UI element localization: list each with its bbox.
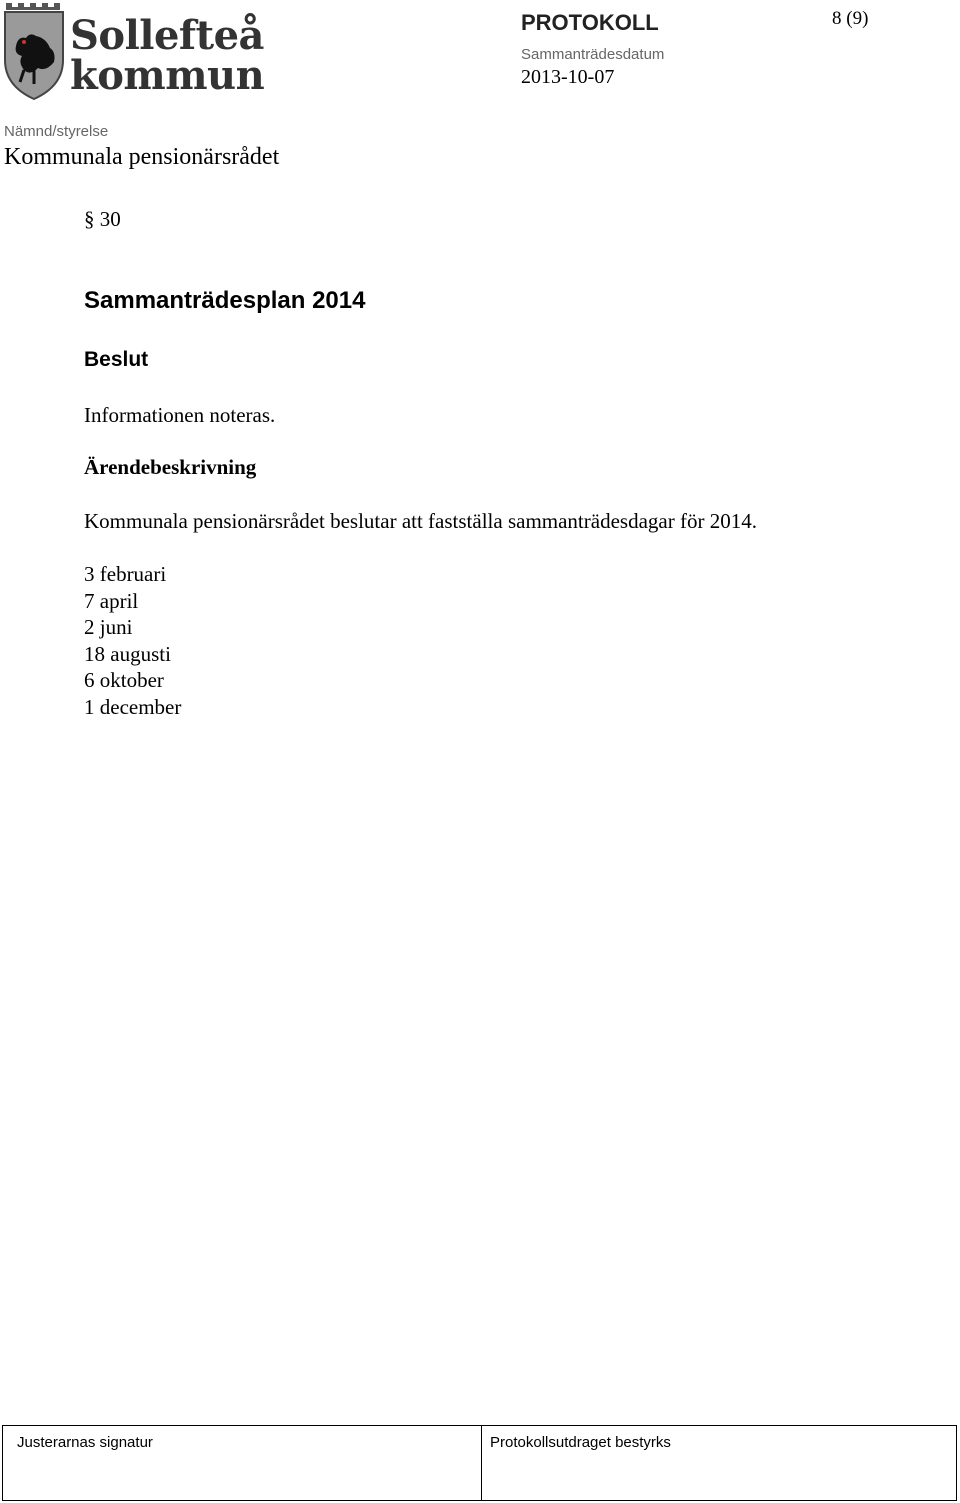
list-item: 18 augusti: [84, 641, 171, 666]
municipality-logo: [2, 2, 265, 102]
list-item: 2 juni: [84, 615, 133, 640]
logo-name-line2: kommun: [70, 52, 265, 99]
list-item: 3 februari: [84, 562, 167, 586]
list-item: 6 oktober: [84, 668, 164, 693]
meeting-date-label: Sammanträdesdatum: [521, 46, 665, 63]
footer-divider: [481, 1426, 482, 1500]
certify-label: Protokollsutdraget bestyrks: [490, 1434, 671, 1451]
meeting-date: 2013-10-07: [521, 66, 615, 88]
page-number: 8 (9): [832, 8, 869, 29]
description-heading: Ärendebeskrivning: [84, 455, 257, 479]
committee-name: Kommunala pensionärsrådet: [4, 144, 280, 170]
list-item: 1 december: [84, 694, 182, 719]
paragraph-number: § 30: [84, 207, 121, 231]
signature-label: Justerarnas signatur: [17, 1434, 153, 1451]
decision-heading: Beslut: [84, 348, 149, 371]
decision-text: Informationen noteras.: [84, 403, 276, 427]
description-text: Kommunala pensionärsrådet beslutar att fastställa sammanträdesdagar för 2014.: [84, 509, 757, 533]
signature-box: [2, 1425, 957, 1501]
logo-name-line1: Sollefteå: [70, 12, 264, 59]
document-type: PROTOKOLL: [521, 10, 659, 35]
coat-of-arms-icon: [2, 2, 68, 102]
list-item: 7 april: [84, 588, 139, 613]
item-title: Sammanträdesplan 2014: [84, 287, 366, 314]
meeting-dates-list: [84, 561, 181, 721]
committee-label: Nämnd/styrelse: [4, 123, 109, 140]
